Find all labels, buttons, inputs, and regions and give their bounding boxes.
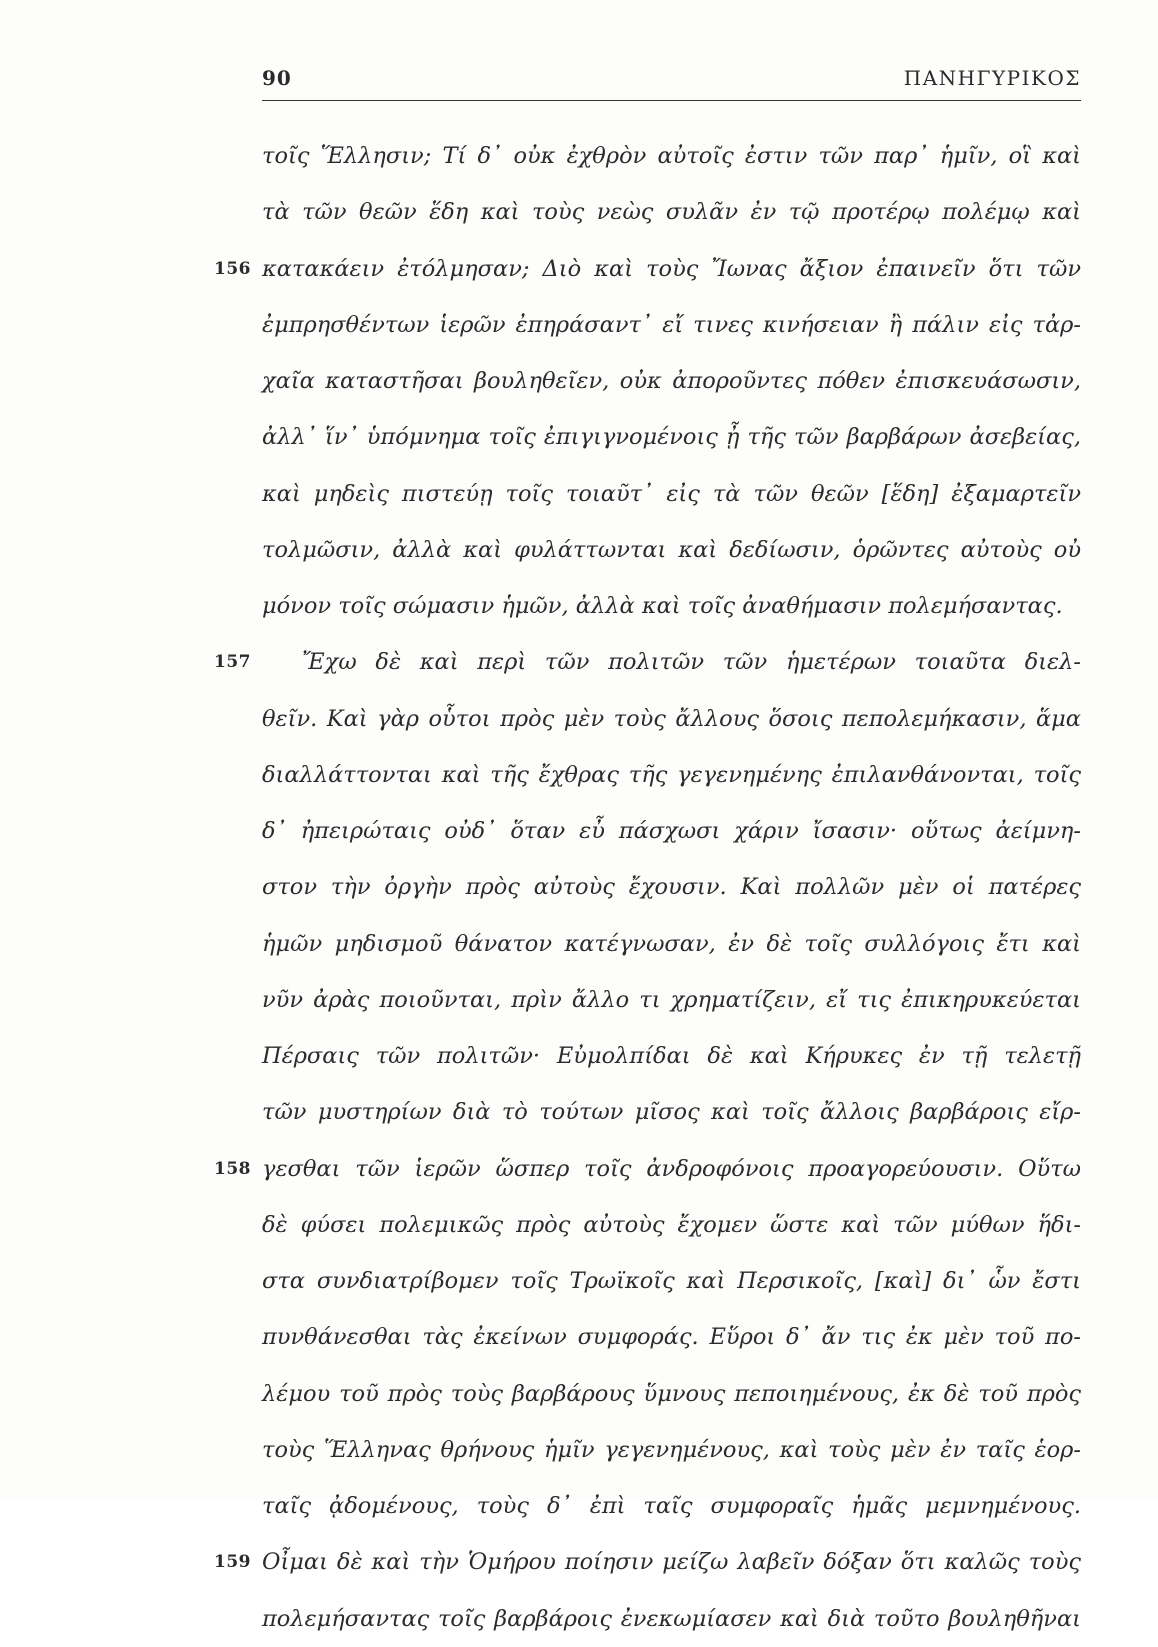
text-line xyxy=(262,1366,1081,1422)
line-text: στα συνδιατρίβομεν τοῖς Τρωϊκοῖς καὶ Περσικοῖς, [καὶ] δι᾽ ὧν ἔστι xyxy=(262,1268,1081,1294)
text-line xyxy=(262,1253,1081,1309)
text-line xyxy=(262,972,1081,1028)
section-number: 157 xyxy=(214,652,251,673)
text-line xyxy=(262,1309,1081,1365)
text-line xyxy=(262,859,1081,915)
text-line xyxy=(262,297,1081,353)
line-text: ἡμῶν μηδισμοῦ θάνατον κατέγνωσαν, ἐν δὲ τοῖς συλλόγοις ἔτι καὶ xyxy=(262,930,1081,957)
line-text: στον τὴν ὀργὴν πρὸς αὐτοὺς ἔχουσιν. Καὶ πολλῶν μὲν οἱ πατέρες xyxy=(262,874,1081,901)
line-text: ἐμπρησθέντων ἱερῶν ἐπηράσαντ᾽ εἴ τινες κινήσειαν ἢ πάλιν εἰς τἀρ- xyxy=(262,311,1081,338)
text-line xyxy=(262,916,1081,972)
line-text: τοῖς Ἕλλησιν; Τί δ᾽ οὐκ ἐχθρὸν αὐτοῖς ἐστιν τῶν παρ᾽ ἡμῖν, οἳ καὶ xyxy=(262,143,1081,169)
text-line xyxy=(262,1591,1081,1647)
section-number: 156 xyxy=(214,258,251,279)
page-header xyxy=(262,62,1081,102)
text-line xyxy=(262,409,1081,465)
line-text: πυνθάνεσθαι τὰς ἐκείνων συμφοράς. Εὕροι δ᾽ ἄν τις ἐκ μὲν τοῦ πο- xyxy=(262,1324,1081,1351)
line-text: δὲ φύσει πολεμικῶς πρὸς αὐτοὺς ἔχομεν ὥστε καὶ τῶν μύθων ἥδι- xyxy=(262,1211,1081,1238)
line-text: πολεμήσαντας τοῖς βαρβάροις ἐνεκωμίασεν καὶ διὰ τοῦτο βουληθῆναι xyxy=(262,1605,1081,1632)
page-number: 90 xyxy=(262,66,292,90)
line-text: τοὺς Ἕλληνας θρήνους ἡμῖν γεγενημένους, καὶ τοὺς μὲν ἐν ταῖς ἑορ- xyxy=(262,1436,1081,1463)
line-text: νῦν ἀρὰς ποιοῦνται, πρὶν ἄλλο τι χρηματίζειν, εἴ τις ἐπικηρυκεύεται xyxy=(262,986,1081,1013)
line-text: Πέρσαις τῶν πολιτῶν· Εὐμολπίδαι δὲ καὶ Κήρυκες ἐν τῇ τελετῇ xyxy=(262,1043,1081,1069)
line-text: ταῖς ᾀδομένους, τοὺς δ᾽ ἐπὶ ταῖς συμφοραῖς ἡμᾶς μεμνημένους. xyxy=(262,1493,1081,1519)
line-text: δ᾽ ἠπειρώταις οὐδ᾽ ὅταν εὖ πάσχωσι χάριν ἴσασιν· οὕτως ἀείμνη- xyxy=(262,818,1081,844)
text-line xyxy=(262,1422,1081,1478)
line-text: τολμῶσιν, ἀλλὰ καὶ φυλάττωνται καὶ δεδίωσιν, ὁρῶντες αὐτοὺς οὐ xyxy=(262,536,1081,563)
line-text: τῶν μυστηρίων διὰ τὸ τούτων μῖσος καὶ τοῖς ἄλλοις βαρβάροις εἴρ- xyxy=(262,1099,1081,1126)
text-line xyxy=(262,1028,1081,1084)
line-text: διαλλάττονται καὶ τῆς ἔχθρας τῆς γεγενημένης ἐπιλανθάνονται, τοῖς xyxy=(262,761,1081,788)
text-line xyxy=(262,184,1081,240)
text-line xyxy=(262,1084,1081,1140)
text-line xyxy=(262,466,1081,522)
text-line xyxy=(262,128,1081,184)
line-text: καὶ μηδεὶς πιστεύῃ τοῖς τοιαῦτ᾽ εἰς τὰ τῶν θεῶν [ἕδη] ἐξαμαρτεῖν xyxy=(262,480,1081,507)
line-text: ἀλλ᾽ ἵν᾽ ὑπόμνημα τοῖς ἐπιγιγνομένοις ᾖ τῆς τῶν βαρβάρων ἀσεβείας, xyxy=(262,424,1081,451)
text-line xyxy=(214,1141,1081,1197)
header-rule xyxy=(262,100,1081,101)
text-line xyxy=(262,578,1081,634)
running-title: ΠΑΝΗΓΥΡΙΚΟΣ xyxy=(903,66,1081,90)
line-text: χαῖα καταστῆσαι βουληθεῖεν, οὐκ ἀποροῦντες πόθεν ἐπισκευάσωσιν, xyxy=(262,368,1081,394)
line-text: γεσθαι τῶν ἱερῶν ὥσπερ τοῖς ἀνδροφόνοις προαγορεύουσιν. Οὕτω xyxy=(262,1155,1081,1182)
line-text: τὰ τῶν θεῶν ἕδη καὶ τοὺς νεὼς συλᾶν ἐν τῷ προτέρῳ πολέμῳ καὶ xyxy=(262,199,1081,226)
text-line xyxy=(262,803,1081,859)
text-line xyxy=(262,1478,1081,1534)
line-text: θεῖν. Καὶ γὰρ οὗτοι πρὸς μὲν τοὺς ἄλλους ὅσοις πεπολεμήκασιν, ἅμα xyxy=(262,705,1081,732)
line-text: Ἔχω δὲ καὶ περὶ τῶν πολιτῶν τῶν ἡμετέρων τοιαῦτα διελ- xyxy=(302,649,1081,676)
text-line xyxy=(262,1197,1081,1253)
text-line xyxy=(262,353,1081,409)
line-text: κατακάειν ἐτόλμησαν; Διὸ καὶ τοὺς Ἴωνας ἄξιον ἐπαινεῖν ὅτι τῶν xyxy=(262,255,1081,282)
text-line xyxy=(262,691,1081,747)
section-number: 158 xyxy=(214,1158,251,1179)
text-line xyxy=(214,1534,1081,1590)
line-text: μόνον τοῖς σώμασιν ἡμῶν, ἀλλὰ καὶ τοῖς ἀναθήμασιν πολεμήσαντας. xyxy=(262,593,1063,619)
line-text: Οἶμαι δὲ καὶ τὴν Ὁμήρου ποίησιν μείζω λαβεῖν δόξαν ὅτι καλῶς τοὺς xyxy=(262,1549,1081,1576)
line-text: λέμου τοῦ πρὸς τοὺς βαρβάρους ὕμνους πεποιημένους, ἐκ δὲ τοῦ πρὸς xyxy=(262,1380,1081,1407)
text-line xyxy=(262,522,1081,578)
text-line xyxy=(214,241,1081,297)
text-line xyxy=(214,634,1081,690)
section-number: 159 xyxy=(214,1552,251,1573)
text-line xyxy=(262,747,1081,803)
greek-text-body xyxy=(214,128,1081,1647)
